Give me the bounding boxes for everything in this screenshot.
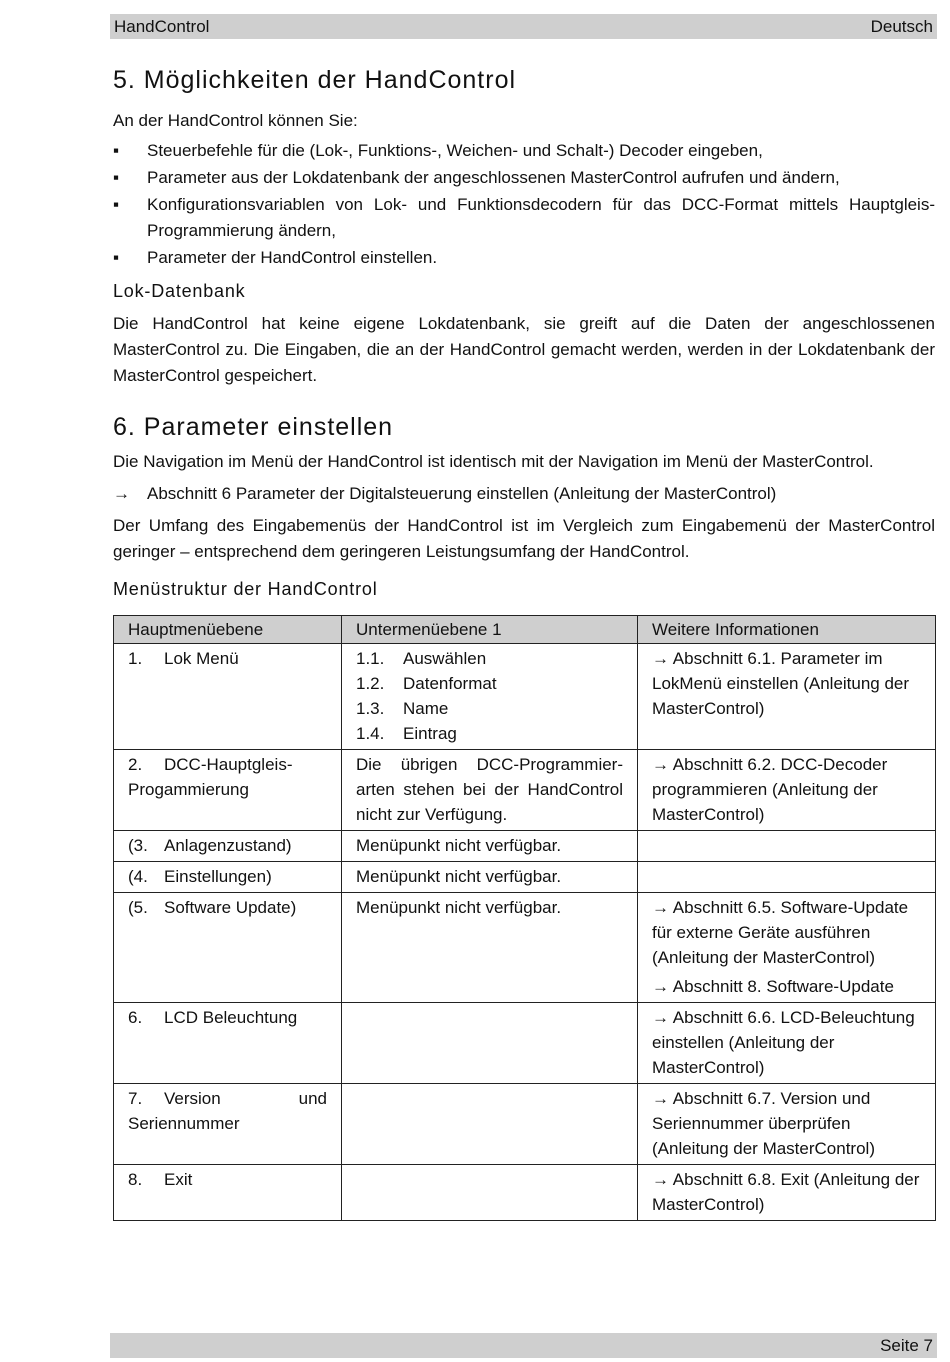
submenu-cell: [342, 1165, 638, 1221]
submenu-cell: Menüpunkt nicht verfügbar.: [342, 831, 638, 862]
page-header: [110, 14, 937, 39]
info-cell: → Abschnitt 6.7. Version und Seriennummer überprüfen (Anleitung der MasterControl): [638, 1084, 936, 1165]
table-row: [114, 831, 936, 862]
main-menu-cell: 2. DCC-Hauptgleis-Progammierung: [114, 750, 342, 831]
capabilities-list: [113, 138, 935, 271]
page-footer: [110, 1333, 937, 1358]
main-menu-cell: (3. Anlagenzustand): [114, 831, 342, 862]
section-5-title: 5. Möglichkeiten der HandControl: [113, 66, 517, 94]
section-6-paragraph-1: Die Navigation im Menü der HandControl ist identisch mit der Navigation im Menü der MasterControl.: [113, 452, 874, 471]
section-6-paragraph-2: Der Umfang des Eingabemenüs der HandControl ist im Vergleich zum Eingabemenü der MasterControl geringer – entsprechend dem geringeren Leistungsumfang der HandControl.: [113, 516, 935, 561]
main-menu-cell: 6. LCD Beleuchtung: [114, 1003, 342, 1084]
main-menu-cell: (5. Software Update): [114, 893, 342, 1003]
page-number: Seite 7: [880, 1336, 933, 1355]
lok-datenbank-paragraph: Die HandControl hat keine eigene Lokdatenbank, sie greift auf die Daten der angeschlossenen MasterControl zu. Die Eingaben, die an der HandControl gemacht werden, werden in der Lokdatenbank der MasterControl gespeichert.: [113, 314, 935, 385]
arrow-right-icon: →: [113, 484, 130, 503]
table-row: [114, 893, 936, 1003]
menu-structure-table: [113, 615, 936, 1221]
table-row: [114, 1165, 936, 1221]
column-header: Weitere Informationen: [638, 616, 936, 644]
header-right: Deutsch: [870, 17, 933, 36]
section-6-title: 6. Parameter einstellen: [113, 413, 394, 441]
table-row: [114, 862, 936, 893]
main-menu-cell: 8. Exit: [114, 1165, 342, 1221]
menu-structure-heading: Menüstruktur der HandControl: [113, 579, 378, 599]
main-menu-cell: (4. Einstellungen): [114, 862, 342, 893]
info-text: → Abschnitt 6.5. Software-Update für externe Geräte ausführen (Anleitung der MasterControl): [652, 898, 909, 967]
submenu-cell: [342, 1084, 638, 1165]
submenu-cell: Die übrigen DCC-Programmier-arten stehen bei der HandControl nicht zur Verfügung.: [342, 750, 638, 831]
info-cell: [638, 893, 936, 1003]
list-item: ▪ Parameter aus der Lokdatenbank der angeschlossenen MasterControl aufrufen und ändern,: [113, 165, 935, 191]
submenu-cell: Menüpunkt nicht verfügbar.: [342, 893, 638, 1003]
list-item: ▪ Parameter der HandControl einstellen.: [113, 245, 935, 271]
info-cell: → Abschnitt 6.2. DCC-Decoder programmieren (Anleitung der MasterControl): [638, 750, 936, 831]
main-menu-cell: 1. Lok Menü: [114, 644, 342, 750]
cross-reference: [113, 481, 935, 507]
info-text: → Abschnitt 8. Software-Update: [652, 977, 894, 996]
lok-datenbank-heading: Lok-Datenbank: [113, 281, 246, 301]
column-header: Hauptmenüebene: [114, 616, 342, 644]
submenu-cell: Menüpunkt nicht verfügbar.: [342, 862, 638, 893]
info-cell: → Abschnitt 6.8. Exit (Anleitung der MasterControl): [638, 1165, 936, 1221]
table-row: [114, 1003, 936, 1084]
info-cell: → Abschnitt 6.1. Parameter im LokMenü einstellen (Anleitung der MasterControl): [638, 644, 936, 750]
info-cell: [638, 831, 936, 862]
header-left: HandControl: [114, 17, 210, 36]
column-header: Untermenüebene 1: [342, 616, 638, 644]
list-item: ▪ Konfigurationsvariablen von Lok- und Funktionsdecodern für das DCC-Format mittels Hauptgleis-Programmierung ändern,: [113, 192, 935, 244]
table-row: [114, 750, 936, 831]
table-row: [114, 644, 936, 750]
table-header-row: [114, 616, 936, 644]
info-cell: [638, 862, 936, 893]
cross-reference-text: Abschnitt 6 Parameter der Digitalsteuerung einstellen (Anleitung der MasterControl): [147, 484, 777, 503]
submenu-cell: [342, 1003, 638, 1084]
table-row: [114, 1084, 936, 1165]
submenu-cell: 1.1. Auswählen 1.2. Datenformat 1.3. Name 1.4. Eintrag: [342, 644, 638, 750]
info-cell: → Abschnitt 6.6. LCD-Beleuchtung einstellen (Anleitung der MasterControl): [638, 1003, 936, 1084]
section-5-intro: An der HandControl können Sie:: [113, 111, 358, 130]
list-item: ▪ Steuerbefehle für die (Lok-, Funktions-, Weichen- und Schalt-) Decoder eingeben,: [113, 138, 935, 164]
main-menu-cell: 7. Version und Seriennummer: [114, 1084, 342, 1165]
page-content: [113, 62, 935, 1221]
